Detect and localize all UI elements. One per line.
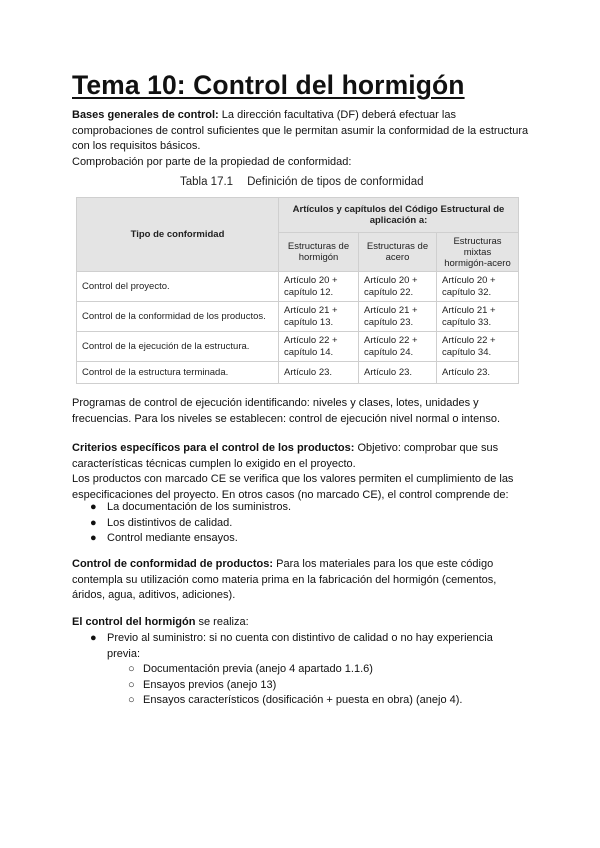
header-mixtas: Estructuras mixtas hormigón-acero xyxy=(437,233,519,272)
table-caption-text: Definición de tipos de conformidad xyxy=(247,176,424,188)
row-hormigon: Artículo 20 + capítulo 12. xyxy=(279,272,359,302)
table-caption xyxy=(180,176,424,188)
conformidad-text: Para los materiales para los que este código contempla su utilización como materia prima en la fabricación del hormigón (cementos, áridos, agua, aditivos, adiciones). xyxy=(72,558,497,601)
control-hormigon-paragraph xyxy=(72,615,532,631)
control-hormigon-text: se realiza: xyxy=(195,616,249,628)
row-acero: Artículo 23. xyxy=(359,362,437,384)
conformity-table xyxy=(76,197,519,384)
control-hormigon-label: El control del hormigón xyxy=(72,616,196,628)
bullet-icon: ● xyxy=(90,632,97,644)
bases-text: La dirección facultativa (DF) deberá efectuar las comprobaciones de control suficientes que le permitan asumir la conformidad de la estructura con los requisitos básicos. xyxy=(72,109,529,152)
header-type: Tipo de conformidad xyxy=(77,198,279,272)
bullet-icon: ● xyxy=(90,516,97,529)
criterios-list xyxy=(72,500,291,547)
row-hormigon: Artículo 23. xyxy=(279,362,359,384)
row-type: Control de la conformidad de los productos. xyxy=(77,302,279,332)
criterios-label: Criterios específicos para el control de los productos: xyxy=(72,442,355,454)
row-acero: Artículo 22 + capítulo 24. xyxy=(359,332,437,362)
circle-bullet-icon: ○ xyxy=(128,678,135,691)
control-hormigon-list xyxy=(72,631,512,662)
row-mixtas: Artículo 20 + capítulo 32. xyxy=(437,272,519,302)
header-acero: Estructuras de acero xyxy=(359,233,437,272)
table-row xyxy=(77,362,519,384)
criterios-paragraph xyxy=(72,441,532,503)
list-item: ○ Ensayos característicos (dosificación + puesta en obra) (anejo 4). xyxy=(72,693,532,709)
row-type: Control de la ejecución de la estructura. xyxy=(77,332,279,362)
circle-bullet-icon: ○ xyxy=(128,694,135,706)
row-type: Control de la estructura terminada. xyxy=(77,362,279,384)
row-hormigon: Artículo 21 + capítulo 13. xyxy=(279,302,359,332)
header-hormigon: Estructuras de hormigón xyxy=(279,233,359,272)
list-item: ● Los distintivos de calidad. xyxy=(72,516,291,532)
bullet-icon: ● xyxy=(90,532,97,544)
page-title: Tema 10: Control del hormigón xyxy=(72,70,465,100)
row-mixtas: Artículo 23. xyxy=(437,362,519,384)
control-hormigon-sublist xyxy=(72,662,532,709)
conformidad-label: Control de conformidad de productos: xyxy=(72,558,274,570)
row-hormigon: Artículo 22 + capítulo 14. xyxy=(279,332,359,362)
criterios-line2: Los productos con marcado CE se verifica que los valores permiten el cumplimiento de las especificaciones del proyecto. En otros casos (no marcado CE), el control comprende de: xyxy=(72,473,514,501)
bases-paragraph xyxy=(72,108,532,170)
row-acero: Artículo 20 + capítulo 22. xyxy=(359,272,437,302)
programas-paragraph: Programas de control de ejecución identificando: niveles y clases, lotes, unidades y frecuencias. Para los niveles se establecen: control de ejecución nivel normal o intenso. xyxy=(72,397,501,425)
bases-line2: Comprobación por parte de la propiedad de conformidad: xyxy=(72,155,352,168)
row-acero: Artículo 21 + capítulo 23. xyxy=(359,302,437,332)
list-item: ○ Ensayos previos (anejo 13) xyxy=(72,678,532,694)
circle-bullet-icon: ○ xyxy=(128,663,135,675)
list-item: ● La documentación de los suministros. xyxy=(72,500,291,516)
table-caption-number: Tabla 17.1 xyxy=(180,176,234,188)
conformidad-paragraph xyxy=(72,557,532,604)
table-row xyxy=(77,302,519,332)
list-item: ○ Documentación previa (anejo 4 apartado 1.1.6) xyxy=(72,662,532,678)
bases-label: Bases generales de control: xyxy=(72,109,219,121)
row-mixtas: Artículo 21 + capítulo 33. xyxy=(437,302,519,332)
list-item: ● Control mediante ensayos. xyxy=(72,531,291,547)
criterios-text: Objetivo: comprobar que sus características técnicas cumplen lo exigido en el proyecto. xyxy=(72,442,499,470)
row-type: Control del proyecto. xyxy=(77,272,279,302)
list-item xyxy=(72,631,512,662)
previo-text: Previo al suministro: si no cuenta con distintivo de calidad o no hay experiencia previa: xyxy=(107,632,493,660)
table-row xyxy=(77,332,519,362)
table-row xyxy=(77,272,519,302)
bullet-icon: ● xyxy=(90,501,97,513)
header-group: Artículos y capítulos del Código Estructural de aplicación a: xyxy=(279,198,519,233)
row-mixtas: Artículo 22 + capítulo 34. xyxy=(437,332,519,362)
